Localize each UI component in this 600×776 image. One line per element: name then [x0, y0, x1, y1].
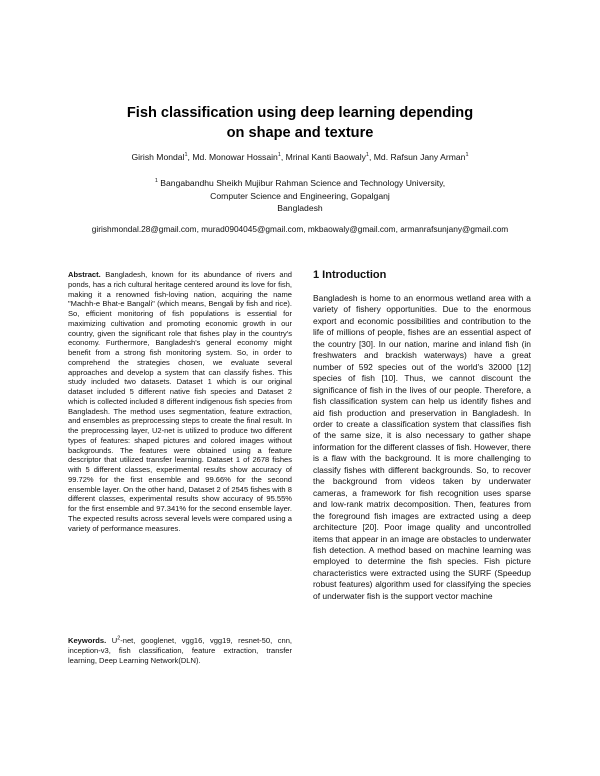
- keywords-label: Keywords.: [68, 636, 107, 645]
- affiliation: [100, 177, 500, 215]
- author-affil-mark: 1: [365, 152, 369, 159]
- title-line-2: on shape and texture: [226, 125, 374, 141]
- abstract: [68, 270, 292, 533]
- author-list: Girish Mondal$^1$, Md. Monowar Hossain$^1$, Mrinal Kanti Baowaly$^1$, Md. Rafsun Jany Arman$^1$: [131, 152, 469, 162]
- keywords: [68, 636, 292, 665]
- author-name: Girish Mondal: [131, 152, 185, 162]
- author-name: Md. Rafsun Jany Arman: [373, 152, 466, 162]
- author-affil-mark: 1: [465, 152, 469, 159]
- paper-title: [60, 103, 540, 143]
- author-affil-mark: 1: [184, 152, 188, 159]
- section-heading-introduction: 1 Introduction: [313, 269, 387, 281]
- title-line-1: Fish classification using deep learning depending: [126, 105, 474, 121]
- keywords-text: -net, googlenet, vgg16, vgg19, resnet-50, cnn, inception-v3, fish classification, feature extraction, transfer learning, Deep Learning Network(DLN).: [68, 636, 292, 665]
- affiliation-line-2: Computer Science and Engineering, Gopalganj: [210, 190, 390, 201]
- author-affil-mark: 1: [277, 152, 281, 159]
- abstract-text: Bangladesh, known for its abundance of rivers and ponds, has a rich cultural heritage centered around its love for fish, making it a renowned fish-loving nation, acquiring the name "Machh-e Bhat-e Bangali" (which means, Bengali by fish and rice). So, efficient monitoring of fish populations is essential for maximizing cultivation and promoting economic growth in our country, given the significant role that fishes play in the country's economy. Furthermore, Bangladesh's general economy might benefit from a strong fish monitoring system. So, in order to comprehend the strategies chosen, we evaluate several approaches and develop a system that can classify fishes. This study included two datasets. Dataset 1 which is our original dataset included 5 different native fish species and Dataset 2 which is collected included 8 different indigenous fish species from Bangladesh. The method uses segmentation, feature extraction, and ensembles as preprocessing steps to create the final result. In the preprocessing layer, U2-net is utilized to produce two different types of features: shaped pictures and colored images without backgrounds. The features were obtained using a feature descriptor that utilized transfer learning. Dataset 1 of 2678 fishes with 5 different classes, experimental results show accuracy of 99.72% for the first ensemble and 99.66% for the second ensemble layer. On the other hand, Dataset 2 of 2545 fishes with 8 different classes, experimental results show accuracy of 95.55% for the first ensemble and 97.341% for the second ensemble layer. The expected results across several levels were compared using a variety of performance measures.: [68, 270, 292, 533]
- introduction-body: Bangladesh is home to an enormous wetland area with a variety of fishery opportunities. Due to the enormous export and economic possibilities and contribution to the life of millions of people, fishes are an essential aspect of the country [30]. In our nation, marine and inland fish (in freshwaters and brackish waterways) have a great number of 592 species out of the world's 32000 [12] species of fish [10]. Thus, we cannot discount the significance of fish in the lives of our people. Therefore, a fish classification system can help us identify fishes and aid fish production and preservation in Bangladesh. In order to create a classification system that classifies fish of the same size, it is also necessary to gather shape information for the different classes of fish. However, there is a flaw with the background. It is more challenging to classify fishes with different backgrounds. So, to recover the background from videos taken by underwater cameras, a framework for fish recognition uses sparse and low-rank matrix decomposition. Then, features from the foreground fish images are extracted using a deep architecture [20]. Poor image quality and uncontrolled items that appear in an image are obstacles to underwater fish detection. A method based on machine learning was employed to determine the fish species. Fish picture characteristics were extracted using the SURF (Speedup robust features) algorithm used for classifying the species of underwater fish is the support vector machine: [313, 293, 531, 601]
- author-name: Md. Monowar Hossain: [192, 152, 278, 162]
- author-emails: girishmondal.28@gmail.com, murad0904045@gmail.com, mkbaowaly@gmail.com, armanrafsunjany@gmail.com: [91, 224, 509, 234]
- affiliation-line-1: Bangabandhu Sheikh Mujibur Rahman Science and Technology University,: [160, 178, 446, 188]
- author-name: Mrinal Kanti Baowaly: [285, 152, 366, 162]
- keyword-u2-prefix: U: [111, 636, 118, 645]
- affiliation-line-3: Bangladesh: [277, 203, 323, 214]
- abstract-label: Abstract.: [68, 270, 101, 279]
- keyword-u2-sup: 2: [117, 635, 121, 642]
- affiliation-mark: 1: [154, 178, 158, 185]
